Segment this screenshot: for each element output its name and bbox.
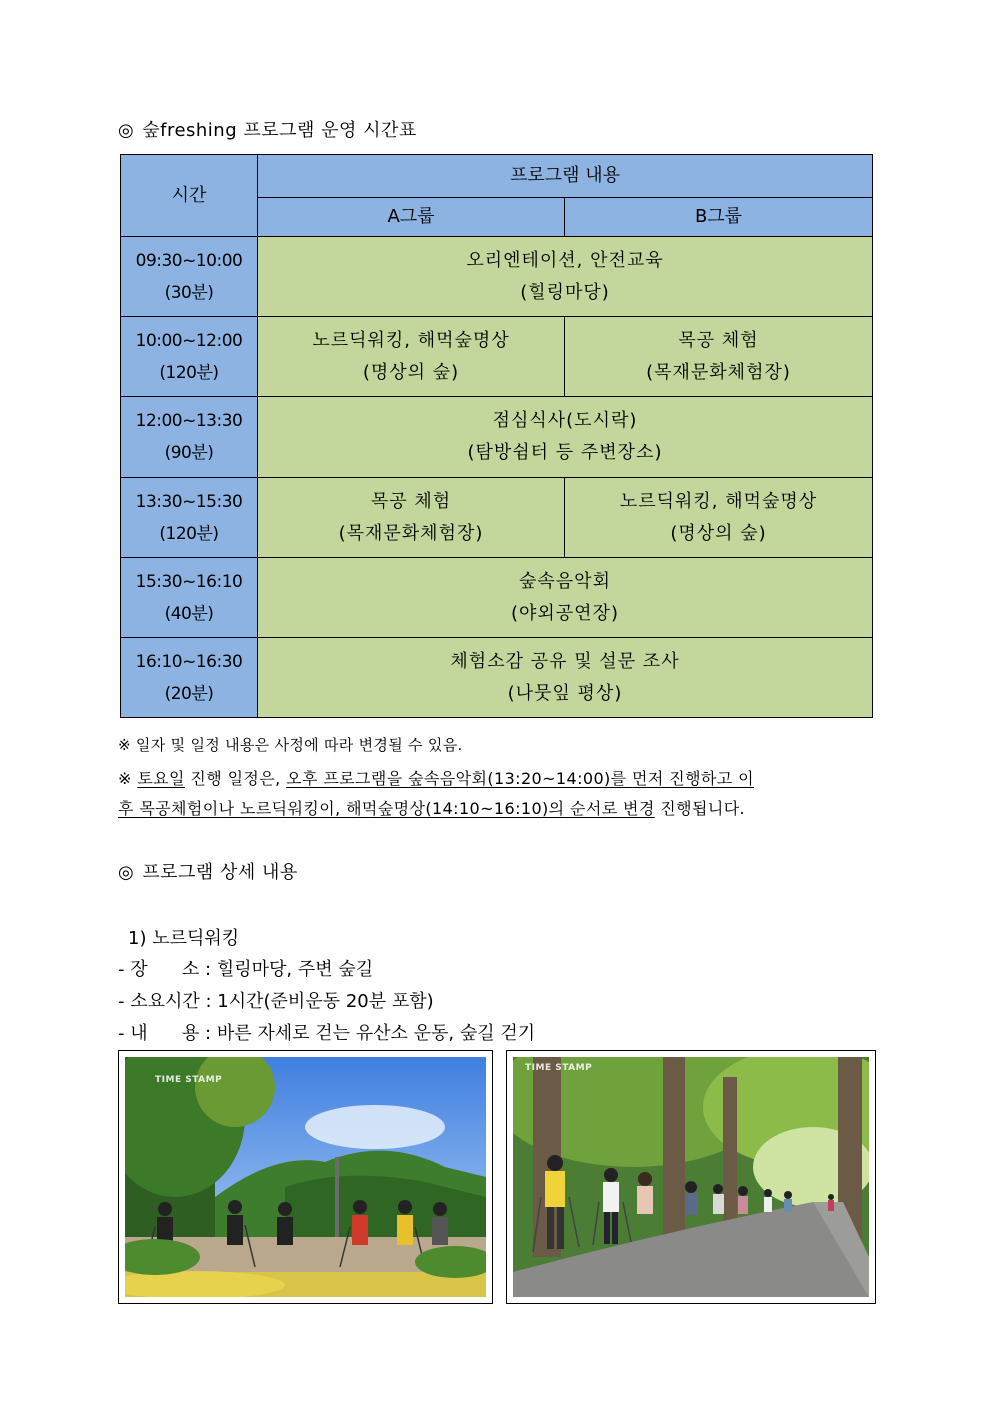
activity-cell-a <box>258 478 565 558</box>
activity-name: 오리엔테이션, 안전교육 <box>466 249 664 271</box>
duration: (30분) <box>164 282 214 303</box>
schedule-heading <box>118 116 417 142</box>
content-value: 바른 자세로 걷는 유산소 운동, 숲길 걷기 <box>216 1023 536 1044</box>
note-saturday <box>118 766 754 789</box>
time-range: 12:00~13:30 <box>135 411 243 431</box>
activity-place: (나뭇잎 평상) <box>507 682 623 704</box>
note-saturday-text: 진행 일정은, <box>184 769 287 788</box>
time-cell <box>121 638 258 718</box>
item-title: 1) 노르딕워킹 <box>128 928 240 949</box>
activity-cell <box>258 237 873 317</box>
header-group-a: A그룹 <box>258 198 565 237</box>
content-label: - 내 용 : <box>118 1023 212 1044</box>
duration: (90분) <box>164 443 214 463</box>
activity-place: (탐방쉼터 등 주변장소) <box>467 442 663 463</box>
photo-walking <box>506 1050 876 1304</box>
activity-name: 노르딕워킹, 해먹숲명상 <box>619 490 818 512</box>
note-saturday-detail: 오후 프로그램을 숲속음악회(13:20~14:00)를 먼저 진행하고 이 <box>286 769 754 788</box>
place-label: - 장 소 : <box>118 959 212 980</box>
detail-heading <box>118 858 298 884</box>
activity-place: (목재문화체험장) <box>338 522 484 544</box>
table-row <box>121 558 873 638</box>
time-range: 13:30~15:30 <box>135 491 243 512</box>
table-row <box>121 237 873 317</box>
table-row <box>121 478 873 558</box>
activity-cell <box>258 397 873 478</box>
time-label: - 소요시간 : <box>118 991 212 1012</box>
stretching-photo-image <box>125 1057 486 1297</box>
activity-cell <box>258 558 873 638</box>
activity-place: (명상의 숲) <box>362 361 460 383</box>
time-value: 1시간(준비운동 20분 포함) <box>217 991 434 1012</box>
section-mark: ◎ <box>118 862 135 883</box>
detail-content <box>118 1019 535 1045</box>
table-row <box>121 317 873 397</box>
activity-cell-a <box>258 317 565 397</box>
time-range: 15:30~16:10 <box>135 571 243 592</box>
activity-cell <box>258 638 873 718</box>
section-mark: ◎ <box>118 120 135 141</box>
schedule-table <box>120 154 873 718</box>
detail-place <box>118 955 373 981</box>
note-saturday-word: 토요일 <box>137 769 185 788</box>
activity-place: (목재문화체험장) <box>646 361 791 383</box>
duration: (40분) <box>164 603 214 624</box>
time-range: 16:10~16:30 <box>135 651 243 672</box>
header-group-b: B그룹 <box>565 198 873 237</box>
activity-name: 점심식사(도시락) <box>492 410 638 431</box>
table-row <box>121 397 873 478</box>
duration: (120분) <box>159 362 219 383</box>
duration: (20분) <box>164 683 214 704</box>
activity-cell-b <box>565 478 873 558</box>
detail-title: 프로그램 상세 내용 <box>142 862 298 883</box>
table-row <box>121 638 873 718</box>
activity-place: (야외공연장) <box>511 602 619 624</box>
time-cell <box>121 558 258 638</box>
note-saturday-continued <box>118 796 745 819</box>
time-range: 10:00~12:00 <box>135 330 243 351</box>
duration: (120분) <box>159 523 219 544</box>
activity-name: 목공 체험 <box>678 329 759 351</box>
place-value: 힐링마당, 주변 숲길 <box>216 959 374 980</box>
time-cell <box>121 317 258 397</box>
time-cell <box>121 237 258 317</box>
note-change-notice: ※ 일자 및 일정 내용은 사정에 따라 변경될 수 있음. <box>118 736 463 754</box>
note-mark: ※ <box>118 769 132 788</box>
time-stamp-label: TIME STAMP <box>155 1075 223 1085</box>
time-range: 09:30~10:00 <box>135 250 243 271</box>
activity-name: 목공 체험 <box>370 490 452 512</box>
activity-cell-b <box>565 317 873 397</box>
detail-time <box>118 987 434 1013</box>
time-cell <box>121 478 258 558</box>
activity-name: 노르딕워킹, 해먹숲명상 <box>312 329 510 351</box>
header-program: 프로그램 내용 <box>258 155 873 198</box>
time-cell <box>121 397 258 478</box>
schedule-title: 숲freshing 프로그램 운영 시간표 <box>142 120 417 141</box>
note-saturday-end: 진행됩니다. <box>654 799 746 818</box>
activity-name: 숲속음악회 <box>519 570 611 592</box>
note-saturday-detail-2: 후 목공체험이나 노르딕워킹이, 해먹숲명상(14:10~16:10)의 순서로 변경 <box>118 799 655 818</box>
activity-place: (명상의 숲) <box>670 522 767 544</box>
activity-name: 체험소감 공유 및 설문 조사 <box>450 650 680 672</box>
header-time: 시간 <box>121 155 258 237</box>
photo-stretching <box>118 1050 493 1304</box>
walking-photo-image <box>513 1057 869 1297</box>
time-stamp-label: TIME STAMP <box>525 1063 593 1073</box>
activity-place: (힐링마당) <box>520 281 610 303</box>
